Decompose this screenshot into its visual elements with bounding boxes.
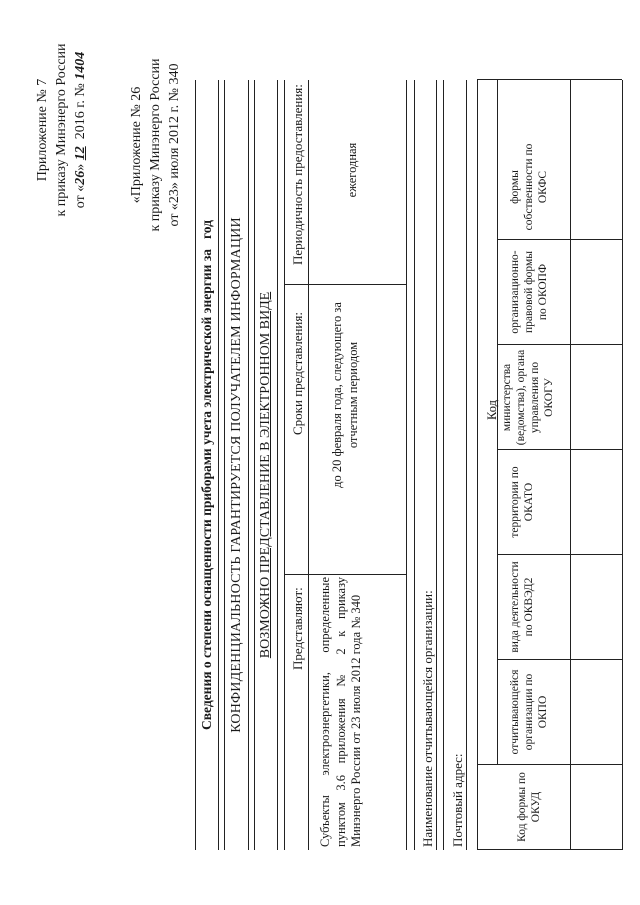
rule-codes-left [477, 849, 622, 850]
rule-table-col1 [284, 574, 406, 575]
header-old-order [128, 5, 185, 285]
cell-subjects: Субъекты электроэнергетики, определенные пунктом 3.6 приложения № 2 к приказу Минэнерго России от 23 июля 2012 года № 340 [318, 577, 364, 847]
date-mid: » [72, 163, 88, 171]
confidentiality-notice: КОНФИДЕНЦИАЛЬНОСТЬ ГАРАНТИРУЕТСЯ ПОЛУЧАТЕЛЕМ ИНФОРМАЦИИ [229, 217, 244, 733]
org-name-label: Наименование отчитывающейся организации: [420, 590, 435, 847]
rule-codes-col5 [497, 344, 622, 345]
code-okud: Код формы по ОКУД [516, 772, 543, 842]
date-number: 1404 [72, 51, 88, 80]
rule-org-top [414, 80, 415, 850]
rule-electron-bottom [277, 80, 278, 850]
code-okato: территории по ОКАТО [509, 466, 536, 538]
rule-table-bottom [406, 80, 407, 850]
rule-top [195, 80, 196, 850]
code-okved: вида деятельности по ОКВЭД2 [509, 561, 536, 653]
rule-title-bottom [218, 80, 219, 850]
rule-codes-top [477, 80, 478, 850]
rule-codes-sub [497, 80, 498, 765]
code-okogu: министерства (ведомства), органа управления по ОКОГУ [501, 349, 556, 446]
rule-codes-col2 [497, 659, 622, 660]
rule-address-top [443, 80, 444, 850]
code-okpo: отчитывающейся организации по ОКПО [509, 669, 550, 755]
header-old-line1: «Приложение № 26 [129, 86, 144, 204]
rule-org-mid [436, 80, 437, 850]
header-old-line3: от «23» июля 2012 г. № 340 [166, 63, 182, 227]
code-okopf: организационно-правовой формы по ОКОПФ [509, 250, 550, 334]
form-title [199, 105, 215, 845]
col-represent: Представляют: [290, 587, 305, 670]
header-new-date [72, 5, 91, 255]
rule-codes-col1 [477, 764, 622, 765]
date-day: 26 [72, 170, 88, 185]
rule-codes-bottom [622, 80, 623, 850]
cell-period: ежегодная [345, 142, 359, 198]
header-new-line1: Приложение № 7 [35, 78, 50, 182]
form-title-text: Сведения о степени оснащенности приборами учета электрической энергии за [199, 249, 214, 730]
rule-table-col2 [284, 284, 406, 285]
date-month: 12 [72, 146, 88, 161]
date-prefix: от « [72, 184, 88, 209]
rule-table-header [308, 80, 309, 850]
rule-codes-col6 [497, 239, 622, 240]
form-title-year: год [199, 220, 214, 239]
header-old-line2: к приказу Минэнерго России [147, 58, 163, 232]
cell-deadline: до 20 февраля года, следующего за отчетным периодом [330, 302, 360, 488]
electronic-notice: ВОЗМОЖНО ПРЕДСТАВЛЕНИЕ В ЭЛЕКТРОННОМ ВИДЕ [258, 291, 273, 659]
date-year: 2016 г. № [72, 83, 88, 140]
header-new-order [34, 5, 91, 255]
rule-table-top [284, 80, 285, 850]
code-okfs: формы собственности по ОКФС [509, 143, 550, 231]
postal-address-label: Почтовый адрес: [450, 753, 465, 847]
rule-confid-bottom [248, 80, 249, 850]
rule-codes-col4 [497, 449, 622, 450]
rule-electron-top [254, 80, 255, 850]
col-deadline: Сроки представления: [290, 312, 305, 435]
rule-codes-right [477, 79, 622, 80]
rule-confid-top [224, 80, 225, 850]
rule-codes-row [570, 80, 571, 850]
codes-label: Код [485, 400, 499, 420]
col-period: Периодичность предоставления: [290, 84, 305, 265]
rule-address-bottom [466, 80, 467, 850]
rule-codes-col3 [497, 554, 622, 555]
header-new-line2: к приказу Минэнерго России [53, 43, 69, 217]
